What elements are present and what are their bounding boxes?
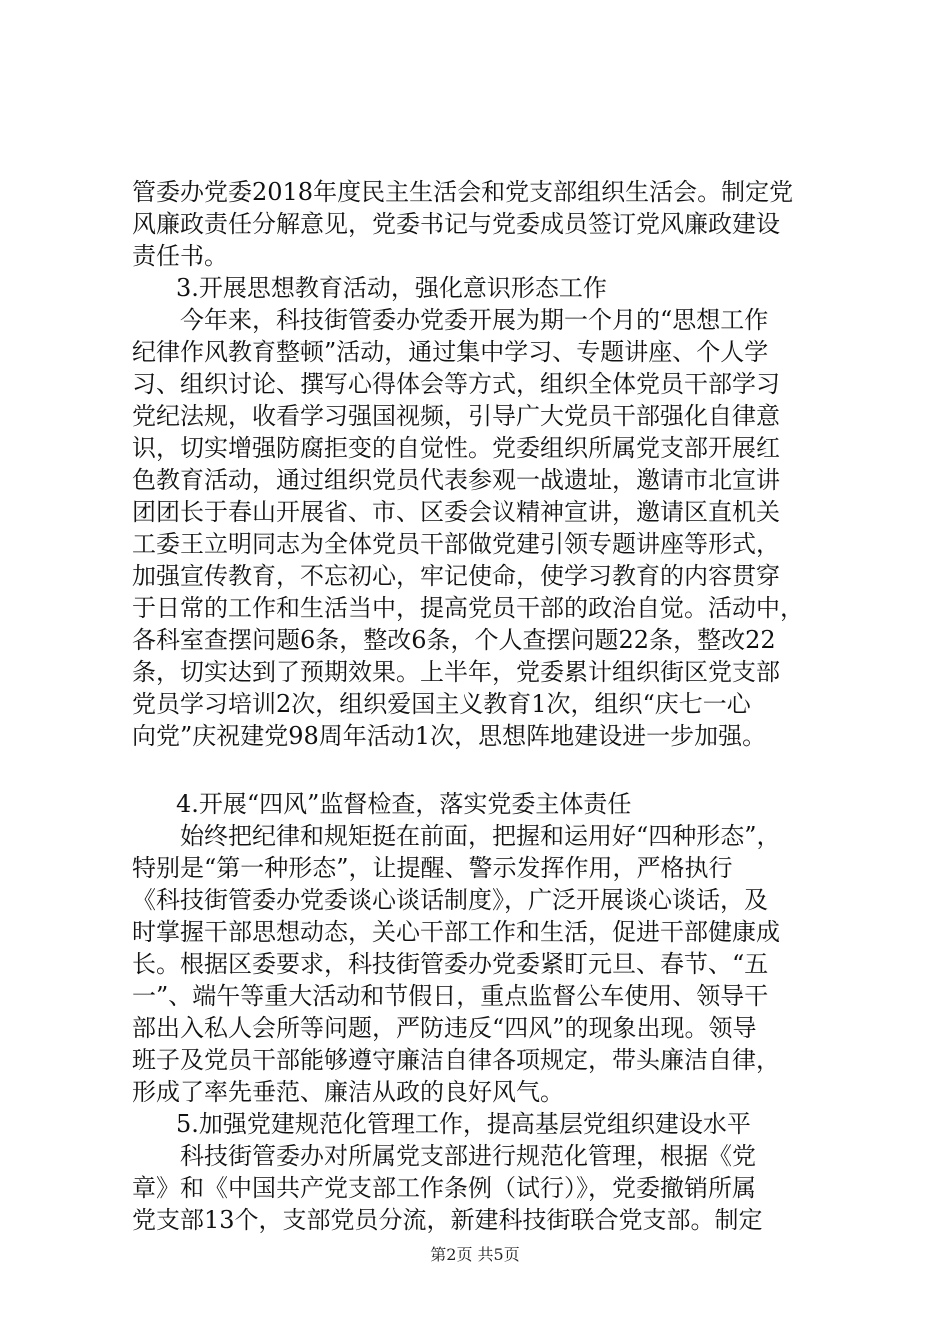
- text-line: 时掌握干部思想动态，关心干部工作和生活，促进干部健康成: [132, 918, 780, 946]
- text-line: 一”、端午等重大活动和节假日，重点监督公车使用、领导干: [132, 982, 769, 1010]
- paragraph-gap: [132, 752, 832, 788]
- paragraph-start: 今年来，科技街管委办党委开展为期一个月的“思想工作: [180, 306, 769, 334]
- text-line: 特别是“第一种形态”，让提醒、警示发挥作用，严格执行: [132, 854, 733, 882]
- text-line: 团团长于春山开展省、市、区委会议精神宣讲，邀请区直机关: [132, 498, 780, 526]
- text-line: 各科室查摆问题6条，整改6条，个人查摆问题22条，整改22: [132, 626, 776, 654]
- text-line: 工委王立明同志为全体党员干部做党建引领专题讲座等形式，: [132, 530, 780, 558]
- text-line: 班子及党员干部能够遵守廉洁自律各项规定，带头廉洁自律，: [132, 1046, 780, 1074]
- page-number-footer: 第2页 共5页: [430, 1245, 520, 1264]
- text-line: 《科技街管委办党委谈心谈话制度》，广泛开展谈心谈话，及: [132, 886, 768, 914]
- text-line: 管委办党委2018年度民主生活会和党支部组织生活会。制定党: [132, 178, 794, 206]
- text-line: 识，切实增强防腐拒变的自觉性。党委组织所属党支部开展红: [132, 434, 780, 462]
- text-line: 于日常的工作和生活当中，提高党员干部的政治自觉。活动中，: [132, 594, 804, 622]
- text-line: 形成了率先垂范、廉洁从政的良好风气。: [132, 1078, 564, 1106]
- text-line: 纪律作风教育整顿”活动，通过集中学习、专题讲座、个人学: [132, 338, 769, 366]
- text-line: 党纪法规，收看学习强国视频，引导广大党员干部强化自律意: [132, 402, 780, 430]
- text-line: 党员学习培训2次，组织爱国主义教育1次，组织“庆七一心: [132, 690, 751, 718]
- text-line: 章》和《中国共产党支部工作条例（试行）》，党委撤销所属: [132, 1174, 756, 1202]
- text-line: 党支部13个，支部党员分流，新建科技街联合党支部。制定: [132, 1206, 763, 1234]
- text-line: 部出入私人会所等问题，严防违反“四风”的现象出现。领导: [132, 1014, 757, 1042]
- paragraph-start: 科技街管委办对所属党支部进行规范化管理，根据《党: [180, 1142, 756, 1170]
- paragraph-start: 始终把纪律和规矩挺在前面，把握和运用好“四种形态”，: [180, 822, 781, 850]
- text-line: 风廉政责任分解意见，党委书记与党委成员签订党风廉政建设: [132, 210, 780, 238]
- text-line: 加强宣传教育，不忘初心，牢记使命，使学习教育的内容贯穿: [132, 562, 780, 590]
- section-heading-4: 4.开展“四风”监督检查，落实党委主体责任: [176, 790, 632, 818]
- text-line: 向党”庆祝建党98周年活动1次，思想阵地建设进一步加强。: [132, 722, 767, 750]
- document-body: [132, 176, 832, 1236]
- text-line: 习、组织讨论、撰写心得体会等方式，组织全体党员干部学习: [132, 370, 780, 398]
- text-line: 色教育活动，通过组织党员代表参观一战遗址，邀请市北宣讲: [132, 466, 780, 494]
- text-line: 条，切实达到了预期效果。上半年，党委累计组织街区党支部: [132, 658, 780, 686]
- section-heading-3: 3.开展思想教育活动，强化意识形态工作: [176, 274, 607, 302]
- text-line: 责任书。: [132, 242, 228, 270]
- text-line: 长。根据区委要求，科技街管委办党委紧盯元旦、春节、“五: [132, 950, 769, 978]
- section-heading-5: 5.加强党建规范化管理工作，提高基层党组织建设水平: [176, 1110, 751, 1138]
